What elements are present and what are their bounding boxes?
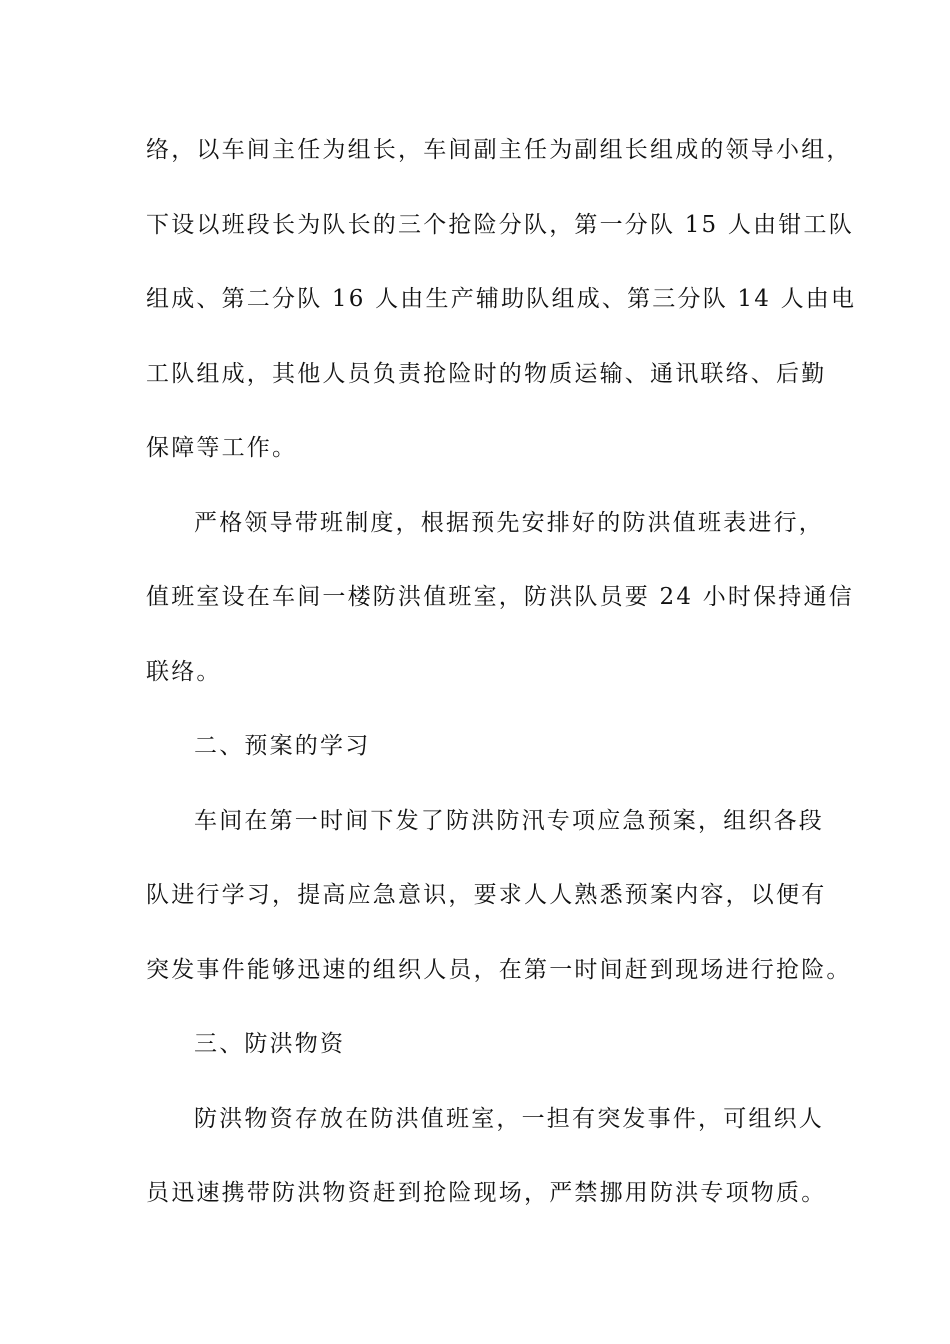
text-line: 员迅速携带防洪物资赶到抢险现场，严禁挪用防洪专项物质。 [146,1180,827,1206]
paragraph-first-line: 车间在第一时间下发了防洪防汛专项应急预案，组织各段 [194,807,824,834]
text-line: 工队组成，其他人员负责抢险时的物质运输、通讯联络、后勤 [146,360,827,387]
text-line: 队进行学习，提高应急意识，要求人人熟悉预案内容，以便有 [146,882,827,908]
paragraph-first-line: 严格领导带班制度，根据预先安排好的防洪值班表进行， [194,509,824,536]
section-heading: 三、防洪物资 [194,1031,346,1057]
text-line: 保障等工作。 [146,435,298,461]
paragraph-first-line: 防洪物资存放在防洪值班室，一担有突发事件，可组织人 [194,1105,824,1132]
text-line: 组成、第二分队 16 人由生产辅助队组成、第三分队 14 人由电 [146,286,857,312]
text-line: 突发事件能够迅速的组织人员，在第一时间赶到现场进行抢险。 [146,956,852,983]
text-line: 值班室设在车间一楼防洪值班室，防洪队员要 24 小时保持通信 [146,584,854,610]
text-line: 络，以车间主任为组长，车间副主任为副组长组成的领导小组， [146,137,852,163]
document-body [146,132,857,1212]
text-line: 联络。 [146,658,222,685]
section-heading: 二、预案的学习 [194,733,371,759]
text-line: 下设以班段长为队长的三个抢险分队，第一分队 15 人由钳工队 [146,211,854,238]
